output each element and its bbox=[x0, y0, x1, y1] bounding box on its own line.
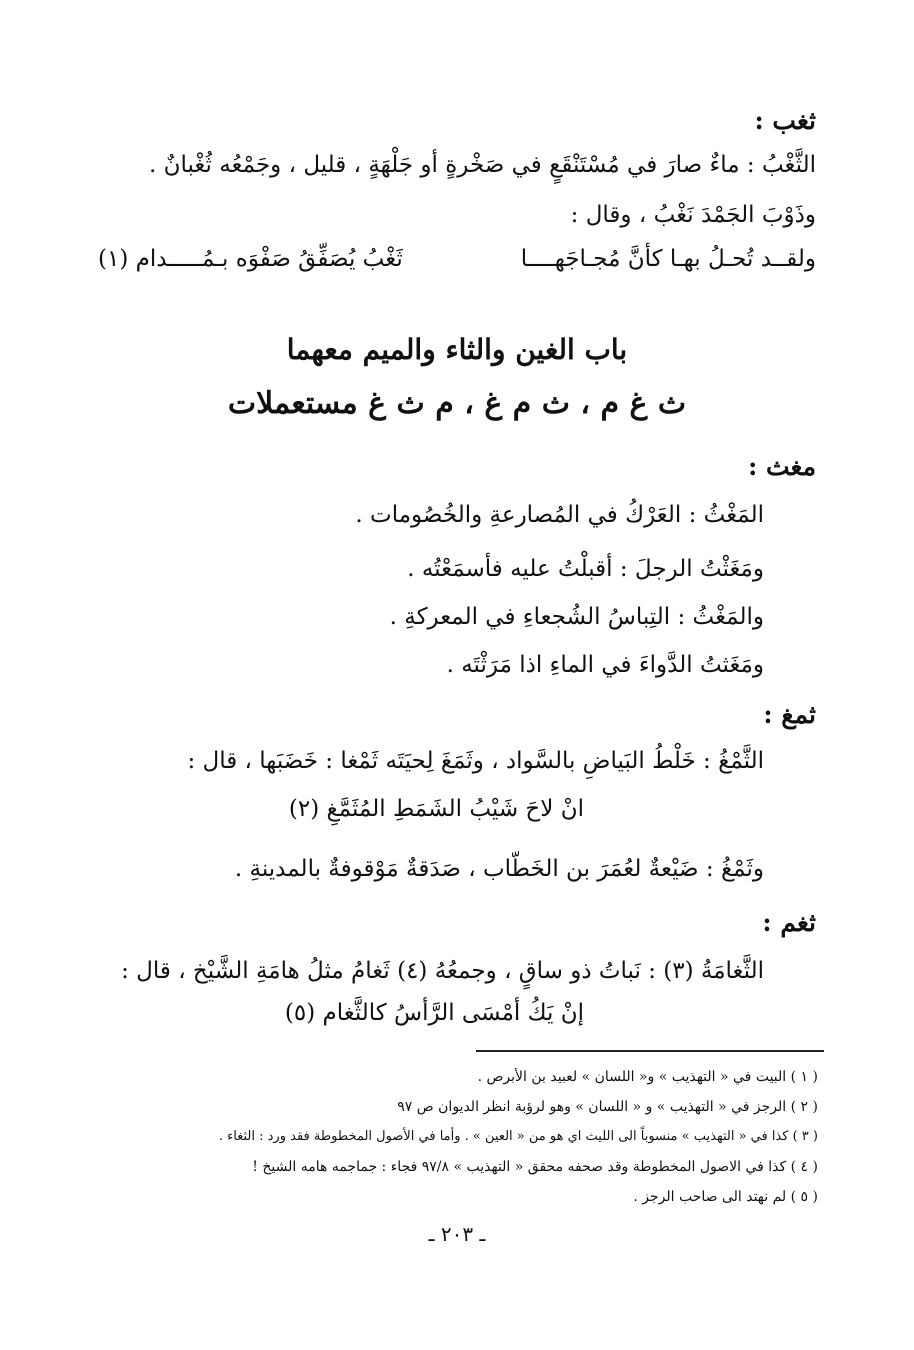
chapter-subtitle: ث غ م ، ث م غ ، م ث غ مستعملات bbox=[227, 386, 687, 421]
footnote-4: ( ٤ ) كذا في الاصول المخطوطة وقد صحفه محقق « التهذيب » ٩٧/٨ فجاء : جماجمه هامه الشيخ ! bbox=[252, 1159, 818, 1175]
footnote-2: ( ٢ ) الرجز في « التهذيب » و « اللسان » وهو لرؤبة انظر الديوان ص ٩٧ bbox=[397, 1099, 818, 1115]
entry-line: والمَغْثُ : التِباسُ الشُجعاءِ في المعركةِ . bbox=[389, 604, 764, 630]
entry-heading-thaghm: ثغم : bbox=[762, 908, 816, 937]
footnote-1: ( ١ ) البيت في « التهذيب » و« اللسان » لعبيد بن الأبرص . bbox=[477, 1069, 818, 1085]
entry-line: الثَّغامَةُ (٣) : نَباتُ ذو ساقٍ ، وجمعُهُ (٤) ثَغامُ مثلُ هامَةِ الشَّيْخ ، قال : bbox=[121, 958, 764, 984]
entry-line: الثَّمْغُ : خَلْطُ البَياضِ بالسَّواد ، وثَمَغَ لِحيَتَه ثَمْغا : خَضَبَها ، قال : bbox=[187, 748, 764, 774]
entry-line: وثَمْغُ : ضَيْعةٌ لعُمَرَ بن الخَطّاب ، صَدَقةٌ مَوْقوفةٌ بالمدينةِ . bbox=[234, 856, 764, 882]
verse-second-hemistich: ثَغْبُ يُصَفِّقُ صَفْوَه بـمُـــــدام (١) bbox=[98, 246, 403, 272]
footnote-divider bbox=[476, 1050, 824, 1052]
entry-line: ومَغَثتُ الدَّواءَ في الماءِ اذا مَرَثْتَه . bbox=[446, 652, 764, 678]
entry-heading-thaghab: ثغب : bbox=[754, 106, 816, 135]
entry-heading-thamagh: ثمغ : bbox=[763, 700, 816, 729]
entry-line: وذَوْبَ الجَمْدَ نَغْبُ ، وقال : bbox=[570, 202, 816, 228]
entry-line: الثَّغْبُ : ماءٌ صارَ في مُسْتَنْقَعٍ في صَخْرةٍ أو جَلْهَةٍ ، قليل ، وجَمْعُه ثُغْبانٌ . bbox=[148, 152, 816, 178]
entry-verse-line: إنْ يَكُ أمْسَى الرَّأسُ كالثَّغام (٥) bbox=[284, 1000, 584, 1026]
verse-first-hemistich: ولقــد تُحـلُ بهـا كأنَّ مُجـاجَهــــا bbox=[520, 246, 816, 272]
footnote-5: ( ٥ ) لم نهتد الى صاحب الرجز . bbox=[633, 1189, 818, 1205]
entry-line: ومَغَثْتُ الرجلَ : أقبلْتُ عليه فأسمَعْتُه . bbox=[407, 556, 764, 582]
footnote-3: ( ٣ ) كذا في « التهذيب » منسوباً الى الليث اي هو من « العين » . وأما في الأصول المخطوطة فقد ورد : الثغاء . bbox=[218, 1129, 818, 1144]
entry-verse-line: انْ لاحَ شَيْبُ الشَمَطِ المُثَمَّغِ (٢) bbox=[288, 796, 584, 822]
entry-heading-maghath: مغث : bbox=[748, 452, 816, 481]
page-number: ـ ٢٠٣ ـ bbox=[428, 1222, 486, 1246]
chapter-title: باب الغين والثاء والميم معهما bbox=[286, 333, 628, 366]
entry-line: المَغْثُ : العَرْكُ في المُصارعةِ والخُصُومات . bbox=[355, 502, 764, 528]
poetry-verse bbox=[98, 244, 816, 274]
